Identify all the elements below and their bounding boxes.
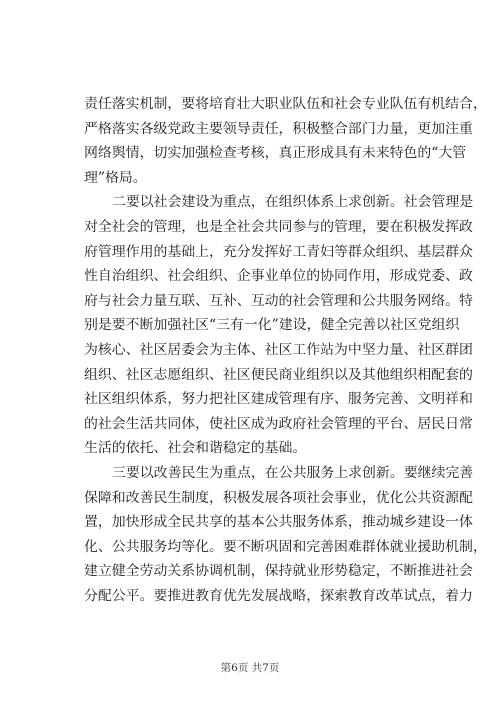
text-line: 建立健全劳动关系协调机制，保持就业形势稳定，不断推进社会 xyxy=(84,563,473,580)
text-line: 严格落实各级党政主要领导责任，积极整合部门力量，更加注重 xyxy=(84,120,473,137)
body-text xyxy=(84,92,487,608)
paragraph-1 xyxy=(84,92,487,190)
text-line: 生活的依托、社会和谐稳定的基础。 xyxy=(84,440,307,457)
text-line: 府与社会力量互联、互补、互动的社会管理和公共服务网络。特 xyxy=(84,292,473,309)
paragraph-3 xyxy=(84,461,487,609)
text-line: 府管理作用的基础上，充分发挥好工青妇等群众组织、基层群众 xyxy=(84,243,473,260)
page-number-footer: 第6页 共7页 xyxy=(220,662,280,674)
text-line: 对全社会的管理，也是全社会共同参与的管理，要在积极发挥政 xyxy=(84,218,473,235)
paragraph-2 xyxy=(84,190,474,461)
text-line: 性自治组织、社会组织、企事业单位的协同作用，形成党委、政 xyxy=(84,268,473,285)
text-line: 理”格局。 xyxy=(84,169,147,186)
text-line: 为核心、社区居委会为主体、社区工作站为中坚力量、社区群团 xyxy=(84,341,473,358)
text-line: 别是要不断加强社区“三有一化”建设，健全完善以社区党组织 xyxy=(84,317,460,334)
text-line: 社区组织体系，努力把社区建成管理有序、服务完善、文明祥和 xyxy=(84,391,473,408)
text-line: 保障和改善民生制度，积极发展各项社会事业，优化公共资源配 xyxy=(84,489,473,506)
text-line: 组织、社区志愿组织、社区便民商业组织以及其他组织相配套的 xyxy=(84,366,473,383)
text-line: 二要以社会建设为重点，在组织体系上求创新。社会管理是 xyxy=(112,194,474,211)
text-line: 网络舆情，切实加强检查考核，真正形成具有未来特色的“大管 xyxy=(84,145,467,162)
text-line: 分配公平。要推进教育优先发展战略，探索教育改革试点，着力 xyxy=(84,587,473,604)
text-line: 化、公共服务均等化。要不断巩固和完善困难群体就业援助机制， xyxy=(84,538,487,555)
text-line: 三要以改善民生为重点，在公共服务上求创新。要继续完善 xyxy=(112,464,474,481)
text-line: 的社会生活共同体，使社区成为政府社会管理的平台、居民日常 xyxy=(84,415,473,432)
text-line: 责任落实机制，要将培育壮大职业队伍和社会专业队伍有机结合， xyxy=(84,96,487,112)
text-line: 置，加快形成全民共享的基本公共服务体系，推动城乡建设一体 xyxy=(84,514,473,531)
